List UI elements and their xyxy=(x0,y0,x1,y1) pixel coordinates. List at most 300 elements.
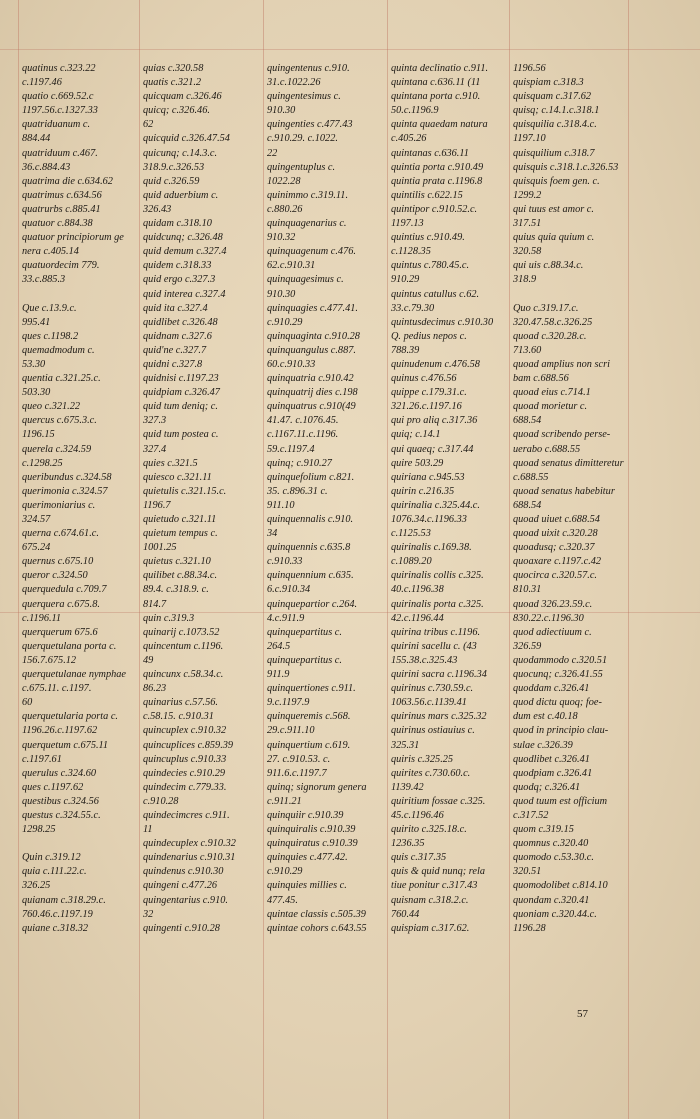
index-entry: querela c.324.59 xyxy=(22,443,92,455)
index-entry: 320.47.58.c.326.25 xyxy=(513,316,593,328)
index-entry: 59.c.1197.4 xyxy=(267,443,315,455)
index-column-4 xyxy=(391,62,507,936)
index-entry: quias c.320.58 xyxy=(143,63,204,74)
index-entry: querimonia c.324.57 xyxy=(22,485,108,497)
index-entry: quis c.317.35 xyxy=(391,852,447,864)
index-entry: quindecim c.779.33. xyxy=(143,781,227,793)
index-entry: 760.46.c.1197.19 xyxy=(22,908,93,920)
index-entry: Que c.13.9.c. xyxy=(22,302,77,314)
index-entry: 34 xyxy=(267,528,278,540)
index-entry: 503.30 xyxy=(22,387,51,399)
index-entry: c.1197.61 xyxy=(22,753,62,765)
index-entry: quidni c.327.8 xyxy=(143,358,203,370)
index-column-5 xyxy=(513,62,627,936)
index-entry: quinquatrus c.910(49 xyxy=(267,401,356,413)
index-entry: 35. c.896.31 c. xyxy=(267,485,328,497)
index-entry: quingenties c.477.43 xyxy=(267,119,353,131)
index-entry: quirites c.730.60.c. xyxy=(391,767,471,779)
index-entry: quinqueremis c.568. xyxy=(267,711,351,723)
index-entry: 810.31 xyxy=(513,584,542,596)
index-entry: 62 xyxy=(143,119,154,131)
index-entry: questibus c.324.56 xyxy=(22,795,99,807)
index-entry: quinquepartior c.264. xyxy=(267,598,358,610)
index-entry: questus c.324.55.c. xyxy=(22,809,101,821)
index-entry: c.1298.25 xyxy=(22,457,63,469)
index-entry: 9.c.1197.9 xyxy=(267,697,310,709)
index-entry: quoad 326.23.59.c. xyxy=(513,598,593,610)
index-entry: 264.5 xyxy=(267,640,291,652)
index-entry: quirini sacra c.1196.34 xyxy=(391,669,487,681)
index-entry: quinquagenarius c. xyxy=(267,218,347,230)
index-entry: 6.c.910.34 xyxy=(267,584,311,596)
index-entry: quisquilia c.318.4.c. xyxy=(513,119,597,131)
index-entry: quirinus ostiauius c. xyxy=(391,725,475,737)
index-entry: 31.c.1022.26 xyxy=(267,77,321,89)
index-entry: quinquagenum c.476. xyxy=(267,246,356,258)
index-entry: quirito c.325.18.c. xyxy=(391,824,467,836)
index-entry: 713.60 xyxy=(513,344,542,356)
index-entry: quod adiectiuum c. xyxy=(513,626,592,638)
index-entry: quintius c.910.49. xyxy=(391,232,465,244)
page-number: 57 xyxy=(577,1008,588,1020)
index-entry: quernus c.675.10 xyxy=(22,556,94,568)
index-entry: quatuor c.884.38 xyxy=(22,218,93,230)
index-entry: 320.51 xyxy=(513,866,542,878)
index-entry: quentia c.321.25.c. xyxy=(22,373,101,385)
index-entry: quindenarius c.910.31 xyxy=(143,852,236,864)
index-entry: quinquennis c.635.8 xyxy=(267,542,351,554)
index-entry: 318.9.c.326.53 xyxy=(143,161,205,173)
index-entry: quire 503.29 xyxy=(391,457,444,469)
index-entry: c.1197.46 xyxy=(22,77,62,89)
index-entry: quiane c.318.32 xyxy=(22,922,89,934)
index-entry: c.58.15. c.910.31 xyxy=(143,711,214,723)
index-entry: 327.4 xyxy=(143,443,167,455)
index-entry: bam c.688.56 xyxy=(513,373,569,385)
index-entry: quisquis c.318.1.c.326.53 xyxy=(513,161,619,173)
index-entry: quatis c.321.2 xyxy=(143,77,202,89)
index-entry: quid ergo c.327.3 xyxy=(143,274,216,286)
index-entry: 910.30 xyxy=(267,105,296,117)
index-entry: quatuordecim 779. xyxy=(22,260,100,272)
index-entry: 4.c.911.9 xyxy=(267,612,305,624)
index-entry: quintia prata c.1196.8 xyxy=(391,175,483,187)
index-entry: quinquangulus c.887. xyxy=(267,344,356,356)
index-entry: quid'ne c.327.7 xyxy=(143,344,207,356)
index-entry: quodammodo c.320.51 xyxy=(513,654,608,666)
index-entry: quoad senatus habebitur xyxy=(513,485,615,497)
index-entry: quincuplices c.859.39 xyxy=(143,739,234,751)
index-entry: 36.c.884.43 xyxy=(22,161,71,173)
index-entry: c.1196.11 xyxy=(22,612,62,624)
index-entry: quisquis foem gen. c. xyxy=(513,175,600,187)
index-entry: quidpiam c.326.47 xyxy=(143,387,220,399)
index-entry: quintanas c.636.11 xyxy=(391,147,469,159)
index-entry: quinquagesimus c. xyxy=(267,274,344,286)
index-entry: 1298.25 xyxy=(22,824,56,836)
ruled-line xyxy=(139,0,140,1119)
index-entry: quod in principio clau- xyxy=(513,725,609,737)
index-entry: quoad amplius non scri xyxy=(513,358,610,370)
index-entry: quidlibet c.326.48 xyxy=(143,316,218,328)
index-entry: quinq; c.910.27 xyxy=(267,457,332,469)
index-entry: quintana porta c.910. xyxy=(391,91,481,103)
index-entry: 911.9 xyxy=(267,669,290,681)
index-entry: 318.9 xyxy=(513,274,537,286)
index-entry: quingentarius c.910. xyxy=(143,894,228,906)
index-entry: 1139.42 xyxy=(391,781,424,793)
index-entry: 62.c.910.31 xyxy=(267,260,316,272)
index-entry: quid interea c.327.4 xyxy=(143,288,226,300)
index-entry: quinquies millies c. xyxy=(267,880,347,892)
ruled-line xyxy=(628,0,629,1119)
index-entry: quippe c.179.31.c. xyxy=(391,387,467,399)
index-entry: quinarij c.1073.52 xyxy=(143,626,220,638)
index-entry: 320.58 xyxy=(513,246,542,258)
index-entry: quoad senatus dimitteretur xyxy=(513,457,624,469)
index-entry: c.405.26 xyxy=(391,133,427,145)
index-entry: ques c.1197.62 xyxy=(22,781,84,793)
index-entry: c.317.52 xyxy=(513,809,549,821)
index-entry: quindecies c.910.29 xyxy=(143,767,226,779)
index-entry: quirinus c.730.59.c. xyxy=(391,683,474,695)
index-entry: quatio c.669.52.c xyxy=(22,91,94,103)
index-entry: quoniam c.320.44.c. xyxy=(513,908,597,920)
index-entry: 910.30 xyxy=(267,288,296,300)
index-entry: c.910.33 xyxy=(267,556,303,568)
index-entry: quietus c.321.10 xyxy=(143,556,211,568)
index-entry: quintae cohors c.643.55 xyxy=(267,922,367,934)
index-entry: qui tuus est amor c. xyxy=(513,203,594,215)
index-entry: 688.54 xyxy=(513,499,542,511)
index-entry: 33.c.885.3 xyxy=(22,274,66,286)
index-entry: 42.c.1196.44 xyxy=(391,612,444,624)
index-entry: quinimmo c.319.11. xyxy=(267,189,349,201)
index-entry: 1196.7 xyxy=(143,499,171,511)
index-entry: 830.22.c.1196.30 xyxy=(513,612,584,624)
index-entry: 910.32 xyxy=(267,232,296,244)
index-entry: quondam c.320.41 xyxy=(513,894,590,906)
index-entry: quoad uiuet c.688.54 xyxy=(513,514,600,525)
index-entry: quatrima die c.634.62 xyxy=(22,175,113,187)
index-entry: quod dictu quoq; foe- xyxy=(513,697,602,709)
index-entry: quoad uixit c.320.28 xyxy=(513,528,598,540)
index-entry: quomnus c.320.40 xyxy=(513,838,589,850)
index-entry: 53.30 xyxy=(22,358,46,370)
index-entry: quirinalis collis c.325. xyxy=(391,570,484,582)
index-entry: 1001.25 xyxy=(143,542,177,554)
index-entry: quirinalia c.325.44.c. xyxy=(391,499,480,511)
ruled-line xyxy=(18,0,19,1119)
index-entry: quietum tempus c. xyxy=(143,528,218,540)
index-entry: qui uis c.88.34.c. xyxy=(513,260,584,272)
index-entry: quoaxare c.1197.c.42 xyxy=(513,556,602,568)
index-entry: 327.3 xyxy=(143,415,167,427)
index-entry: quinudenum c.476.58 xyxy=(391,358,480,370)
index-entry: quiesco c.321.11 xyxy=(143,471,212,483)
index-entry: 324.57 xyxy=(22,514,51,525)
index-entry: querquetum c.675.11 xyxy=(22,739,109,751)
index-entry: queo c.321.22 xyxy=(22,401,81,413)
index-entry: quiris c.325.25 xyxy=(391,753,454,765)
index-entry: quid c.326.59 xyxy=(143,175,200,187)
index-entry: quinus c.476.56 xyxy=(391,373,457,385)
index-entry: 911.6.c.1197.7 xyxy=(267,767,327,779)
index-entry: 317.51 xyxy=(513,218,542,230)
index-entry: quincuplex c.910.32 xyxy=(143,725,227,737)
index-entry: qui quaeq; c.317.44 xyxy=(391,443,474,455)
index-entry: quatrurbs c.885.41 xyxy=(22,203,101,215)
index-entry: quintus catullus c.62. xyxy=(391,288,480,300)
index-entry: dum est c.40.18 xyxy=(513,711,578,723)
index-entry: quintia porta c.910.49 xyxy=(391,161,484,173)
index-entry: 1063.56.c.1139.41 xyxy=(391,697,467,709)
index-entry: quingentesimus c. xyxy=(267,91,341,103)
index-entry: quercus c.675.3.c. xyxy=(22,415,97,427)
index-entry: quinarius c.57.56. xyxy=(143,697,218,709)
index-entry: quoad scribendo perse- xyxy=(513,429,611,441)
index-entry: quingentuplus c. xyxy=(267,161,336,173)
index-entry: quincentum c.1196. xyxy=(143,640,224,652)
index-entry: c.910.29. c.1022. xyxy=(267,133,338,145)
index-entry: quodq; c.326.41 xyxy=(513,781,581,793)
index-entry: quomodolibet c.814.10 xyxy=(513,880,608,892)
index-entry: queribundus c.324.58 xyxy=(22,471,112,483)
index-entry: 22 xyxy=(267,147,278,159)
index-entry: 1196.15 xyxy=(22,429,55,441)
index-entry: quoadusq; c.320.37 xyxy=(513,542,595,554)
index-entry: querquera c.675.8. xyxy=(22,598,100,610)
index-entry: quatrimus c.634.56 xyxy=(22,189,102,201)
index-entry: quiq; c.14.1 xyxy=(391,429,441,441)
index-entry: quisquilium c.318.7 xyxy=(513,147,595,159)
index-entry: querna c.674.61.c. xyxy=(22,528,99,540)
index-entry: quinquertiones c.911. xyxy=(267,683,356,695)
index-entry: quietudo c.321.11 xyxy=(143,514,217,525)
index-entry: quinquepartitus c. xyxy=(267,626,342,638)
index-column-3 xyxy=(267,62,385,936)
ruled-line xyxy=(263,0,264,1119)
index-entry: quindenus c.910.30 xyxy=(143,866,224,878)
index-entry: quirini sacellu c. (43 xyxy=(391,640,477,652)
index-entry: querulus c.324.60 xyxy=(22,767,97,779)
index-entry: quintilis c.622.15 xyxy=(391,189,463,201)
index-entry: quidam c.318.10 xyxy=(143,218,212,230)
index-entry: 1197.56.c.1327.33 xyxy=(22,105,98,117)
index-entry: 995.41 xyxy=(22,316,51,328)
index-entry: quisnam c.318.2.c. xyxy=(391,894,469,906)
index-entry: quemadmodum c. xyxy=(22,344,95,356)
index-entry: 1196.28 xyxy=(513,922,546,934)
index-entry: c.910.29 xyxy=(267,866,303,878)
entry-gap xyxy=(513,288,627,302)
index-entry: 326.43 xyxy=(143,203,172,215)
index-entry: queror c.324.50 xyxy=(22,570,88,582)
index-entry: quinquiir c.910.39 xyxy=(267,809,344,821)
index-entry: quingenti c.910.28 xyxy=(143,922,220,934)
index-entry: quinquies c.477.42. xyxy=(267,852,348,864)
index-entry: quincuplus c.910.33 xyxy=(143,753,227,765)
index-entry: 321.26.c.1197.16 xyxy=(391,401,462,413)
index-entry: quid aduerbium c. xyxy=(143,189,219,201)
index-entry: quinquennium c.635. xyxy=(267,570,354,582)
index-entry: quisq; c.14.1.c.318.1 xyxy=(513,105,600,117)
index-entry: quodpiam c.326.41 xyxy=(513,767,593,779)
index-entry: c.1089.20 xyxy=(391,556,432,568)
index-entry: c.688.55 xyxy=(513,471,549,483)
index-entry: 788.39 xyxy=(391,344,420,356)
index-entry: quinquepartitus c. xyxy=(267,654,342,666)
index-entry: quin c.319.3 xyxy=(143,612,195,624)
index-entry: quirina tribus c.1196. xyxy=(391,626,481,638)
index-entry: 911.10 xyxy=(267,499,295,511)
index-entry: quindecimcres c.911. xyxy=(143,809,230,821)
index-entry: Q. pedius nepos c. xyxy=(391,330,467,342)
index-entry: quincunx c.58.34.c. xyxy=(143,669,224,681)
index-entry: quodlibet c.326.41 xyxy=(513,753,590,765)
index-entry: quid demum c.327.4 xyxy=(143,246,227,258)
index-entry: 1196.56 xyxy=(513,63,546,74)
index-entry: quid ita c.327.4 xyxy=(143,302,208,314)
index-entry: quius quia quium c. xyxy=(513,232,595,244)
index-entry: quicquam c.326.46 xyxy=(143,91,222,103)
index-entry: quocunq; c.326.41.55 xyxy=(513,669,603,681)
index-entry: 49 xyxy=(143,654,154,666)
index-entry: quianam c.318.29.c. xyxy=(22,894,106,906)
index-entry: 32 xyxy=(143,908,154,920)
index-entry: 60.c.910.33 xyxy=(267,358,316,370)
index-entry: quatriduum c.467. xyxy=(22,147,98,159)
index-entry: quirin c.216.35 xyxy=(391,485,455,497)
index-entry: quinta quaedam natura xyxy=(391,119,488,131)
index-entry: uerabo c.688.55 xyxy=(513,443,581,455)
index-entry: quingentenus c.910. xyxy=(267,63,350,74)
index-entry: c.1128.35 xyxy=(391,246,431,258)
index-entry: 50.c.1196.9 xyxy=(391,105,439,117)
index-entry: quinquiratus c.910.39 xyxy=(267,838,358,850)
index-entry: quintipor c.910.52.c. xyxy=(391,203,478,215)
index-entry: quia c.111.22.c. xyxy=(22,866,87,878)
index-entry: quinquatrij dies c.198 xyxy=(267,387,358,399)
index-entry: 1197.10 xyxy=(513,133,546,145)
index-entry: Quin c.319.12 xyxy=(22,852,81,864)
index-entry: quispiam c.318.3 xyxy=(513,77,584,89)
index-entry: quid tum postea c. xyxy=(143,429,219,441)
index-entry: quinquagies c.477.41. xyxy=(267,302,358,314)
index-entry: quis & quid nunq; rela xyxy=(391,866,486,878)
index-entry: ques c.1198.2 xyxy=(22,330,79,342)
index-entry: 86.23 xyxy=(143,683,167,695)
ruled-line xyxy=(509,0,510,1119)
index-entry: quinquefolium c.821. xyxy=(267,471,355,483)
index-entry: 688.54 xyxy=(513,415,542,427)
index-entry: 156.7.675.12 xyxy=(22,654,77,666)
index-entry: 1236.35 xyxy=(391,838,425,850)
index-entry: quod tuum est officium xyxy=(513,795,608,807)
index-entry: quindecuplex c.910.32 xyxy=(143,838,236,850)
index-entry: c.911.21 xyxy=(267,795,302,807)
index-entry: 814.7 xyxy=(143,598,167,610)
index-entry: quirinalis c.169.38. xyxy=(391,542,472,554)
index-entry: quisquam c.317.62 xyxy=(513,91,592,103)
index-entry: quoad morietur c. xyxy=(513,401,588,413)
index-entry: quom c.319.15 xyxy=(513,824,574,836)
index-entry: quiritium fossae c.325. xyxy=(391,795,486,807)
index-entry: quinquertium c.619. xyxy=(267,739,351,751)
index-entry: 1197.13 xyxy=(391,218,424,230)
index-entry: quies c.321.5 xyxy=(143,457,198,469)
index-entry: 1076.34.c.1196.33 xyxy=(391,514,467,525)
index-entry: 1022.28 xyxy=(267,175,301,187)
index-entry: querquetulana porta c. xyxy=(22,640,117,652)
index-entry: quidem c.318.33 xyxy=(143,260,212,272)
index-entry: querquetularia porta c. xyxy=(22,711,119,723)
index-entry: Quo c.319.17.c. xyxy=(513,302,579,314)
index-entry: quingeni c.477.26 xyxy=(143,880,218,892)
index-entry: quintae classis c.505.39 xyxy=(267,908,366,920)
index-entry: qui pro aliq c.317.36 xyxy=(391,415,478,427)
entry-gap xyxy=(22,837,137,851)
index-entry: quinta declinatio c.911. xyxy=(391,63,489,74)
index-entry: 41.47. c.1076.45. xyxy=(267,415,339,427)
index-entry: c.1125.53 xyxy=(391,528,431,540)
index-entry: 89.4. c.318.9. c. xyxy=(143,584,209,596)
index-entry: 477.45. xyxy=(267,894,298,906)
ruled-line xyxy=(387,0,388,1119)
index-entry: c.910.29 xyxy=(267,316,303,328)
index-entry: quatriduanum c. xyxy=(22,119,91,131)
index-entry: 910.29 xyxy=(391,274,420,286)
index-entry: 33.c.79.30 xyxy=(391,302,435,314)
index-entry: quinquatria c.910.42 xyxy=(267,373,354,385)
index-entry: querimoniarius c. xyxy=(22,499,96,511)
index-entry: 326.25 xyxy=(22,880,51,892)
index-entry: 760.44 xyxy=(391,908,420,920)
index-entry: quicunq; c.14.3.c. xyxy=(143,147,218,159)
index-entry: quinquennalis c.910. xyxy=(267,514,354,525)
index-entry: 326.59 xyxy=(513,640,542,652)
index-entry: quiriana c.945.53 xyxy=(391,471,465,483)
index-entry: querquetulanae nymphae xyxy=(22,669,126,681)
index-entry: tiue ponitur c.317.43 xyxy=(391,880,478,892)
index-entry: quid tum deniq; c. xyxy=(143,401,218,413)
index-entry: quirinalis porta c.325. xyxy=(391,598,484,610)
index-entry: sulae c.326.39 xyxy=(513,739,573,751)
index-entry: 60 xyxy=(22,697,33,709)
index-entry: querquerum 675.6 xyxy=(22,626,98,638)
index-entry: quinquaginta c.910.28 xyxy=(267,330,360,342)
index-entry: quoad eius c.714.1 xyxy=(513,387,591,399)
index-entry: quicquid c.326.47.54 xyxy=(143,133,230,145)
entry-gap xyxy=(22,288,137,302)
index-entry: 27. c.910.53. c. xyxy=(267,753,331,765)
index-entry: 1299.2 xyxy=(513,189,542,201)
index-entry: quietulis c.321.15.c. xyxy=(143,485,227,497)
index-entry: quinquiralis c.910.39 xyxy=(267,824,356,836)
index-entry: nera c.405.14 xyxy=(22,246,79,258)
index-entry: quoad c.320.28.c. xyxy=(513,330,587,342)
index-entry: 884.44 xyxy=(22,133,51,145)
ruled-line xyxy=(0,49,700,50)
index-entry: quidcunq; c.326.48 xyxy=(143,232,223,244)
index-column-1 xyxy=(22,62,137,936)
index-entry: 40.c.1196.38 xyxy=(391,584,444,596)
index-entry: quidnisi c.1197.23 xyxy=(143,373,219,385)
index-entry: querquedula c.709.7 xyxy=(22,584,107,596)
index-entry: quintus c.780.45.c. xyxy=(391,260,470,272)
index-entry: 11 xyxy=(143,824,153,836)
index-entry: quintana c.636.11 (11 xyxy=(391,77,481,89)
